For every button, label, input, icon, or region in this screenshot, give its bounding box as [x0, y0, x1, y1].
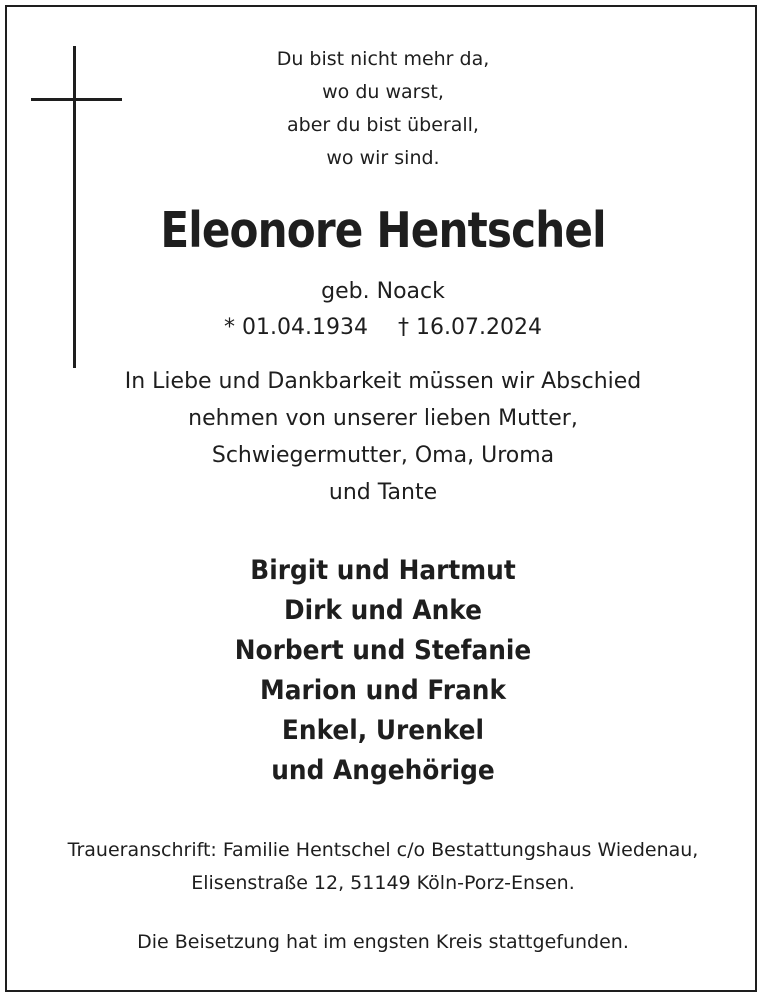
deceased-name: Eleonore Hentschel [160, 202, 606, 259]
maiden-name: geb. Noack [321, 279, 445, 304]
message-line: Schwiegermutter, Oma, Uroma [211, 443, 555, 468]
poem-line: aber du bist überall, [287, 114, 479, 136]
mourning-address [0, 834, 766, 900]
death-date: † 16.07.2024 [398, 315, 542, 340]
message-line: In Liebe und Dankbarkeit müssen wir Abschied [124, 369, 642, 394]
birth-date: * 01.04.1934 [224, 315, 368, 340]
mourner-entry: Enkel, Urenkel [281, 715, 485, 746]
message-line: und Tante [328, 480, 438, 505]
message-line: nehmen von unserer lieben Mutter, [188, 406, 578, 431]
mourner-entry: Norbert und Stefanie [234, 635, 532, 666]
mourner-entry: Dirk und Anke [284, 595, 482, 626]
address-line: Elisenstraße 12, 51149 Köln-Porz-Ensen. [191, 872, 575, 894]
address-line: Traueranschrift: Familie Hentschel c/o Bestattungshaus Wiedenau, [67, 839, 699, 861]
poem [0, 43, 766, 175]
mourners-list [0, 551, 766, 791]
poem-line: wo du warst, [322, 81, 444, 103]
life-dates [0, 311, 766, 345]
farewell-message [0, 363, 766, 511]
mourner-entry: Marion und Frank [259, 675, 507, 706]
poem-line: Du bist nicht mehr da, [276, 48, 490, 70]
burial-note: Die Beisetzung hat im engsten Kreis stattgefunden. [137, 931, 629, 953]
mourner-entry: Birgit und Hartmut [250, 555, 516, 586]
poem-line: wo wir sind. [326, 147, 440, 169]
mourner-entry: und Angehörige [271, 755, 495, 786]
